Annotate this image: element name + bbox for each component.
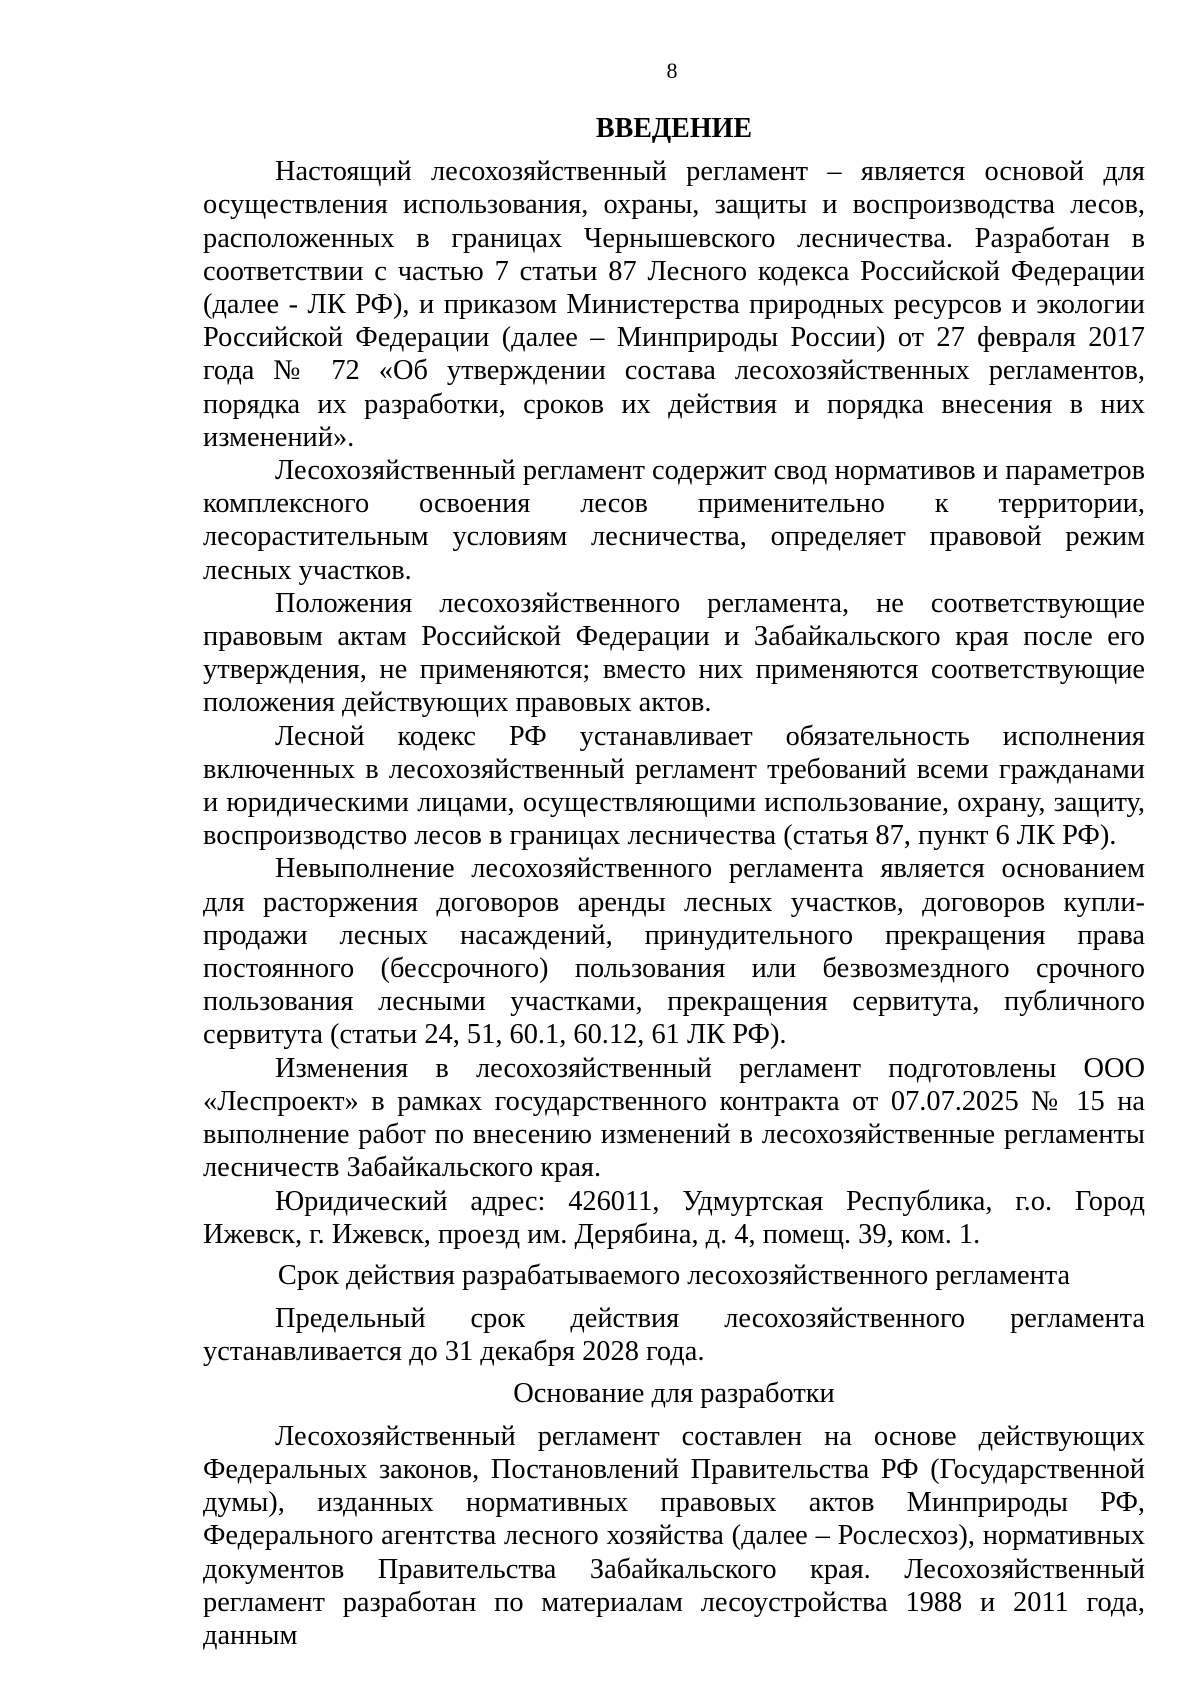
paragraph-legal-address: Юридический адрес: 426011, Удмуртская Республика, г.о. Город Ижевск, г. Ижевск, проезд им. Дерябина, д. 4, помещ. 39, ком. 1. (203, 1185, 1145, 1250)
paragraph-regulation-provisions: Положения лесохозяйственного регламента, не соответствующие правовым актам Российской Федерации и Забайкальского края после его утверждения, не применяются; вместо них применяются соответствующие положения действующих правовых актов. (203, 587, 1145, 719)
section-heading-validity: Срок действия разрабатываемого лесохозяйственного регламента (277, 1259, 1071, 1291)
page-number: 8 (666, 58, 678, 83)
section-heading-basis: Основание для разработки (513, 1377, 835, 1409)
document-body (203, 112, 1145, 1652)
section-heading-introduction: ВВЕДЕНИЕ (595, 113, 753, 144)
paragraph-regulation-content: Лесохозяйственный регламент содержит свод нормативов и параметров комплексного освоения лесов применительно к территории, лесорастительным условиям лесничества, определяет правовой режим лесных участков. (203, 455, 1145, 586)
paragraph-basis-text: Лесохозяйственный регламент составлен на основе действующих Федеральных законов, Постановлений Правительства РФ (Государственной думы), изданных нормативных правовых актов Минприроды РФ, Федерального агентства лесного хозяйства (далее – Рослесхоз), нормативных документов Правительства Забайкальского края. Лесохозяйственный регламент разработан по материалам лесоустройства 1988 и 2011 года, данным (203, 1420, 1145, 1651)
paragraph-non-compliance: Невыполнение лесохозяйственного регламента является основанием для расторжения договоров аренды лесных участков, договоров купли-продажи лесных насаждений, принудительного прекращения права постоянного (бессрочного) пользования или безвозмездного срочного пользования лесными участками, прекращения сервитута, публичного сервитута (статьи 24, 51, 60.1, 60.12, 61 ЛК РФ). (203, 853, 1145, 1051)
paragraph-changes-prepared: Изменения в лесохозяйственный регламент подготовлены ООО «Леспроект» в рамках государственного контракта от 07.07.2025 № 15 на выполнение работ по внесению изменений в лесохозяйственные регламенты лесничеств Забайкальского края. (203, 1052, 1145, 1184)
paragraph-regulation-basis: Настоящий лесохозяйственный регламент – является основой для осуществления использования, охраны, защиты и воспроизводства лесов, расположенных в границах Чернышевского лесничества. Разработан в соответствии с частью 7 статьи 87 Лесного кодекса Российской Федерации (далее - ЛК РФ), и приказом Министерства природных ресурсов и экологии Российской Федерации (далее – Минприроды России) от 27 февраля 2017 года № 72 «Об утверждении состава лесохозяйственных регламентов, порядка их разработки, сроков их действия и порядка внесения в них изменений». (203, 156, 1145, 453)
paragraph-forest-code: Лесной кодекс РФ устанавливает обязательность исполнения включенных в лесохозяйственный регламент требований всеми гражданами и юридическими лицами, осуществляющими использование, охрану, защиту, воспроизводство лесов в границах лесничества (статья 87, пункт 6 ЛК РФ). (203, 720, 1145, 852)
paragraph-validity-term: Предельный срок действия лесохозяйственного регламента устанавливается до 31 декабря 2028 года. (203, 1303, 1145, 1368)
